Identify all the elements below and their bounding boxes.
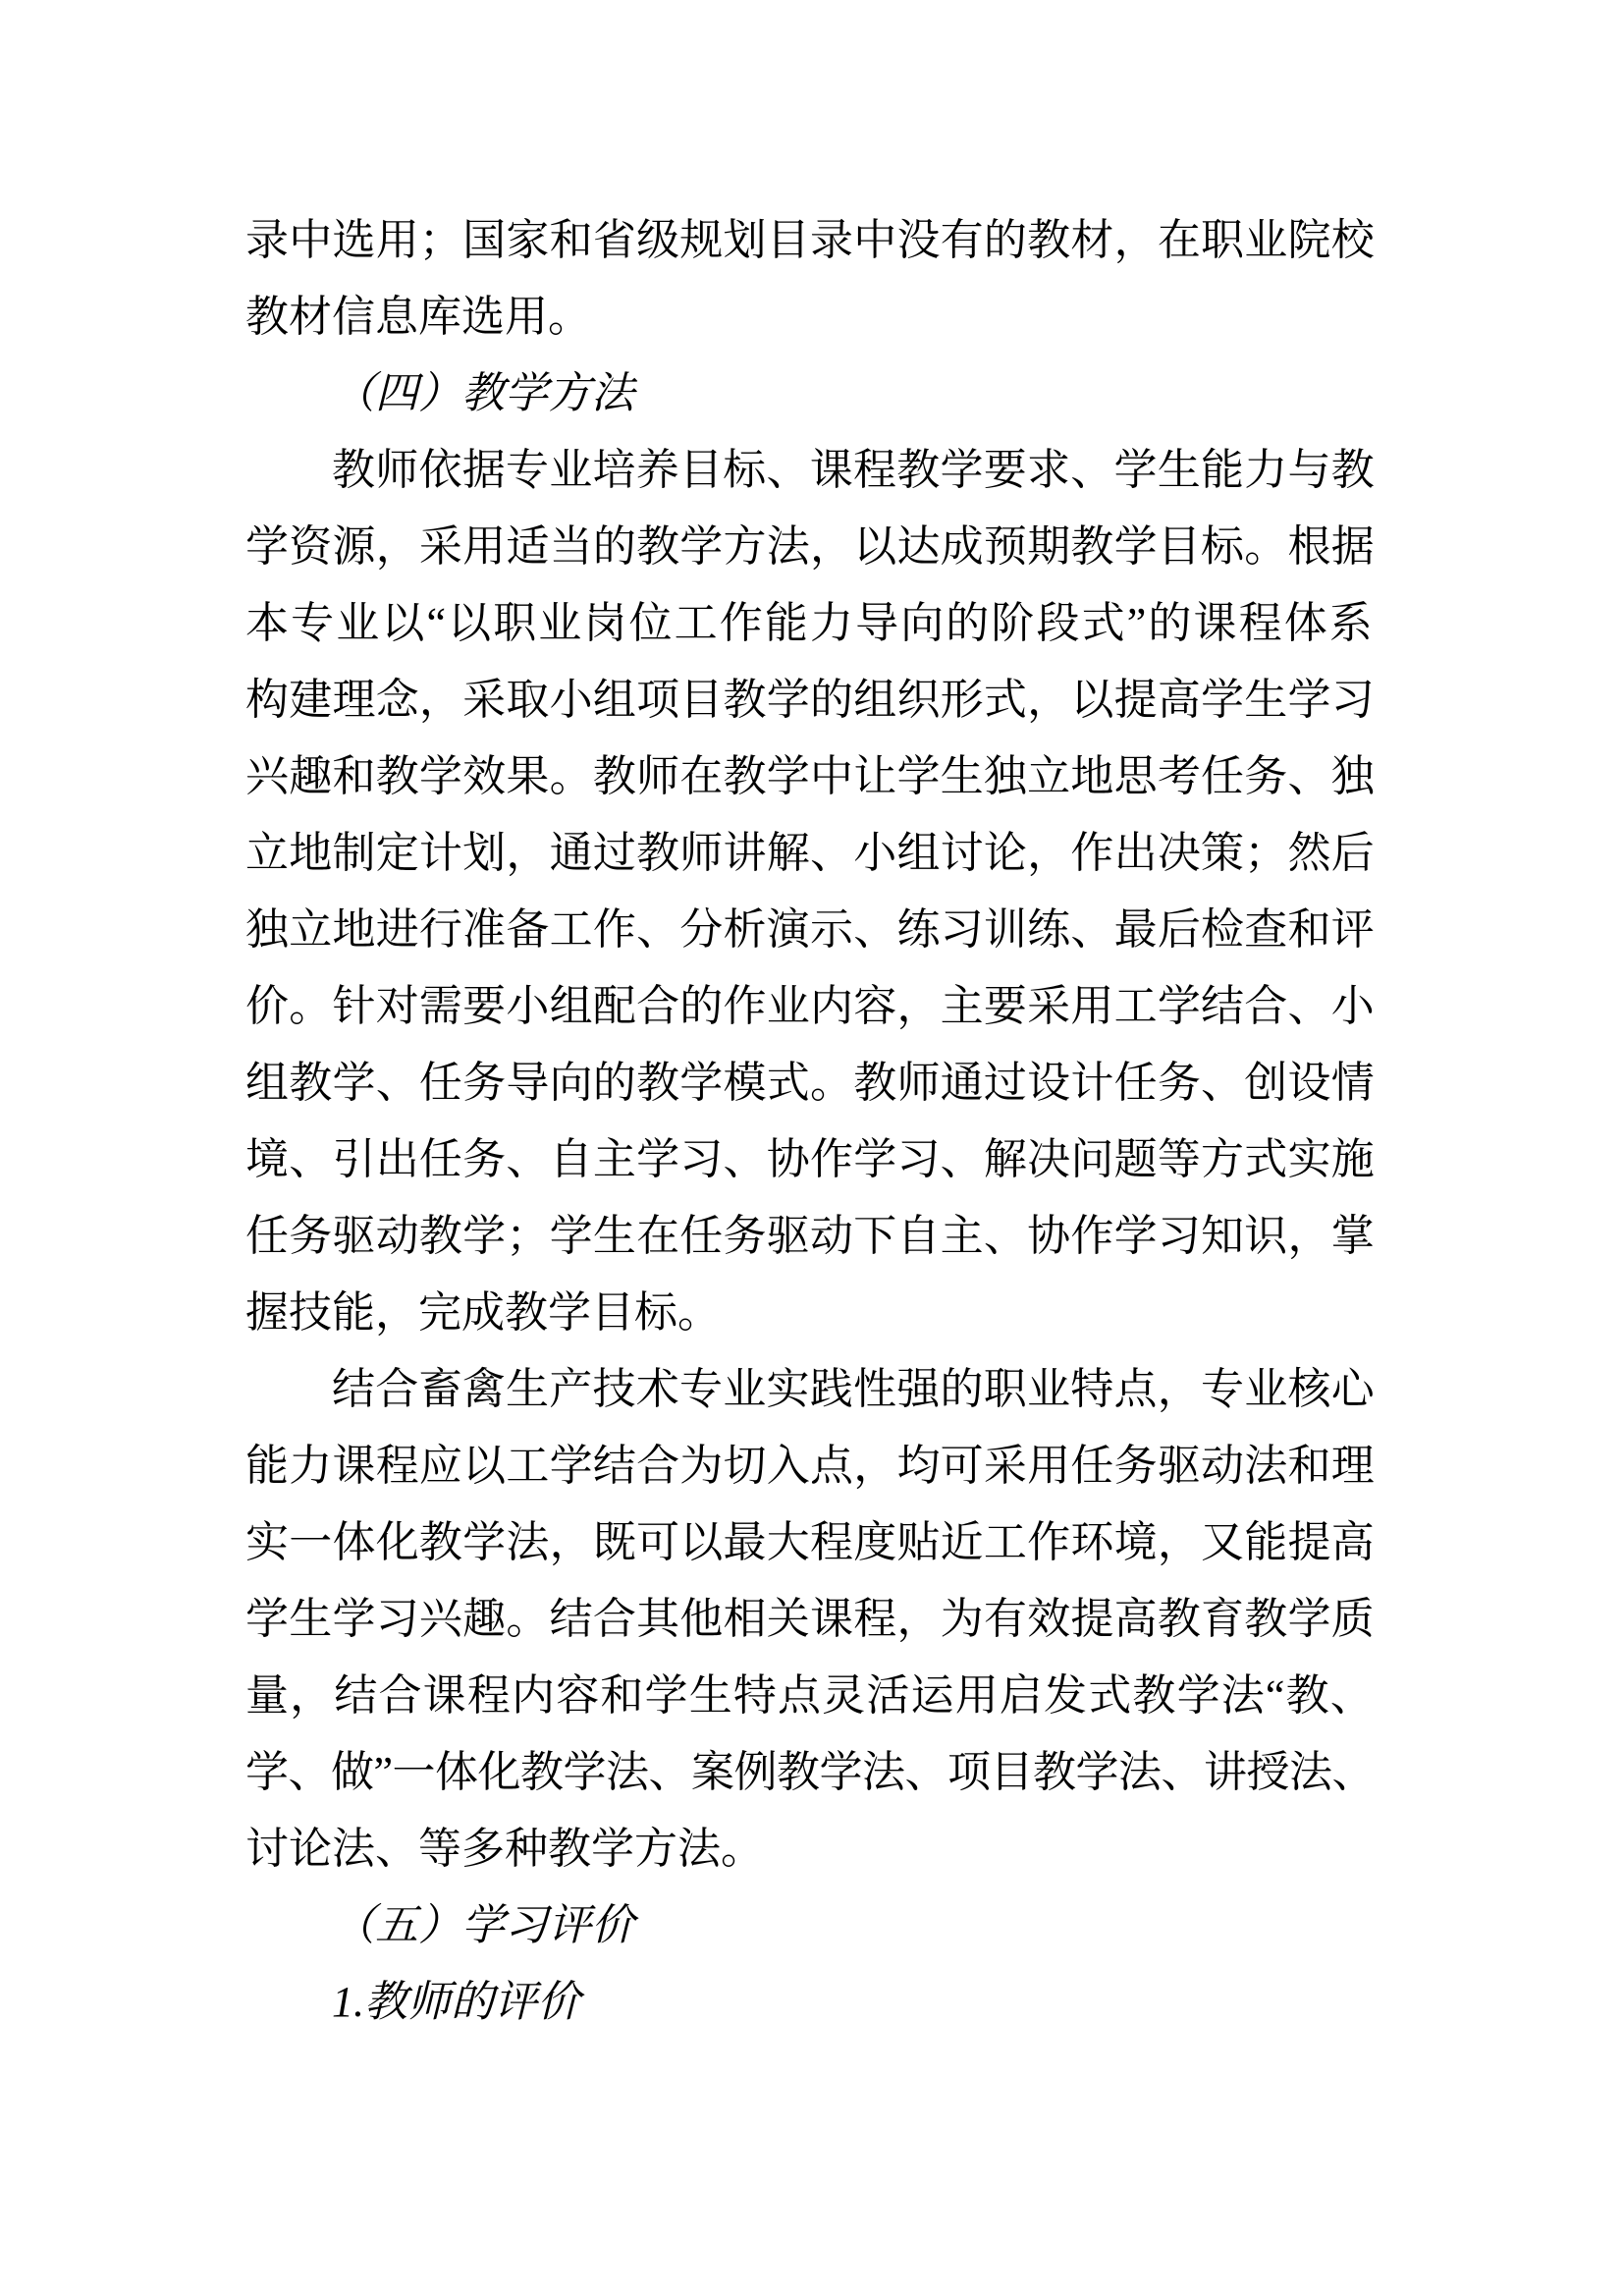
heading-line: 1.教师的评价 [332,1978,580,2026]
body-text-line: 本专业以“以职业岗位工作能力导向的阶段式”的课程体系 [245,599,1375,647]
body-text-line: 学、做”一体化教学法、案例教学法、项目教学法、讲授法、 [245,1748,1376,1796]
body-text-line: 录中选用；国家和省级规划目录中没有的教材，在职业院校 [245,216,1375,264]
heading-line: （五）学习评价 [332,1901,634,1949]
body-text-line: 教材信息库选用。 [245,293,591,341]
body-text-line: 能力课程应以工学结合为切入点，均可采用任务驱动法和理 [245,1442,1375,1490]
heading-line: （四）教学方法 [332,369,634,417]
body-text-line: 构建理念，采取小组项目教学的组织形式，以提高学生学习 [245,676,1375,724]
body-text-line: 握技能，完成教学目标。 [245,1288,721,1337]
body-text-line: 学资源，采用适当的教学方法，以达成预期教学目标。根据 [245,522,1375,571]
body-text-line: 兴趣和教学效果。教师在教学中让学生独立地思考任务、独 [245,752,1375,800]
body-text-line: 学生学习兴趣。结合其他相关课程，为有效提高教育教学质 [245,1595,1375,1643]
body-text-line: 独立地进行准备工作、分析演示、练习训练、最后检查和评 [245,905,1375,954]
body-text-line: 立地制定计划，通过教师讲解、小组讨论，作出决策；然后 [245,829,1375,877]
body-text-line: 任务驱动教学；学生在任务驱动下自主、协作学习知识，掌 [245,1212,1375,1260]
body-text-line: 讨论法、等多种教学方法。 [245,1825,764,1873]
body-text-line: 量，结合课程内容和学生特点灵活运用启发式教学法“教、 [245,1671,1375,1720]
body-text-line: 结合畜禽生产技术专业实践性强的职业特点，专业核心 [332,1365,1375,1413]
body-text-line: 实一体化教学法，既可以最大程度贴近工作环境，又能提高 [245,1518,1375,1566]
document-body [245,202,1375,2041]
body-text-line: 境、引出任务、自主学习、协作学习、解决问题等方式实施 [245,1135,1375,1183]
body-text-line: 价。针对需要小组配合的作业内容，主要采用工学结合、小 [245,982,1375,1030]
body-text-line: 组教学、任务导向的教学模式。教师通过设计任务、创设情 [245,1059,1375,1107]
body-text-line: 教师依据专业培养目标、课程教学要求、学生能力与教 [332,446,1375,494]
